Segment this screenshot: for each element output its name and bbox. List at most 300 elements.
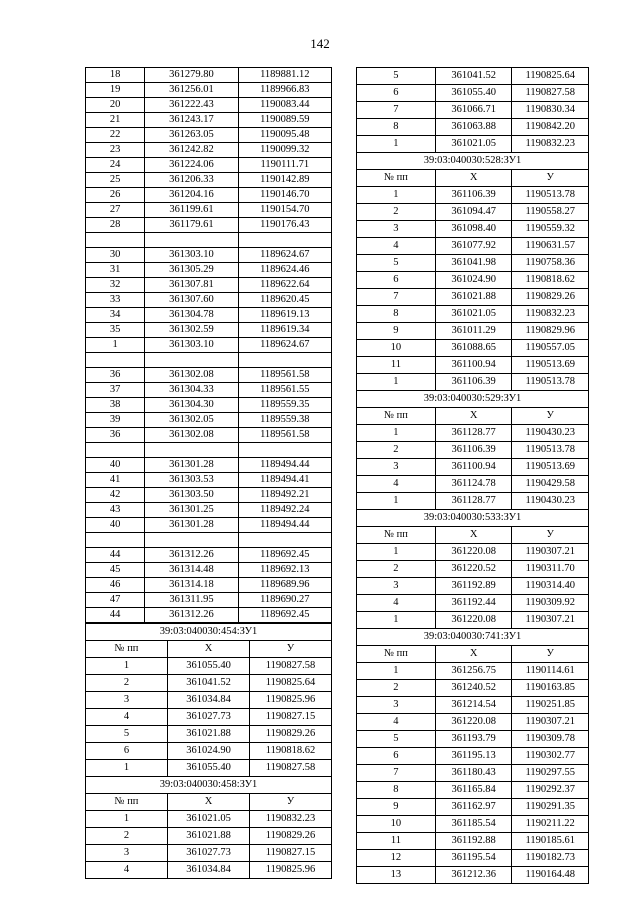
number-header: № пп (357, 408, 436, 425)
y-coordinate-cell: 1189620.45 (238, 293, 331, 308)
point-number-cell: 5 (357, 255, 436, 272)
y-coordinate-cell: 1190513.78 (512, 187, 589, 204)
point-number-cell: 23 (86, 143, 145, 158)
y-coordinate-cell: 1190291.35 (512, 799, 589, 816)
x-coordinate-cell: 361165.84 (435, 782, 512, 799)
y-coordinate-cell: 1189561.55 (238, 383, 331, 398)
table-row (357, 663, 589, 680)
table-row (357, 493, 589, 510)
y-header: У (512, 527, 589, 544)
x-coordinate-cell: 361307.60 (145, 293, 238, 308)
table-row (86, 143, 332, 158)
table-row (86, 98, 332, 113)
y-coordinate-cell: 1190825.96 (250, 692, 332, 709)
table-row (86, 413, 332, 428)
table-row (86, 845, 332, 862)
y-coordinate-cell: 1189492.21 (238, 488, 331, 503)
table-row (357, 561, 589, 578)
x-coordinate-cell: 361195.54 (435, 850, 512, 867)
x-coordinate-cell: 361304.30 (145, 398, 238, 413)
table-row (357, 204, 589, 221)
table-row (86, 533, 332, 548)
table-row (86, 173, 332, 188)
x-header: X (168, 794, 250, 811)
table-row (357, 459, 589, 476)
y-coordinate-cell: 1190089.59 (238, 113, 331, 128)
y-coordinate-cell: 1190827.15 (250, 845, 332, 862)
table-row (86, 368, 332, 383)
point-number-cell: 3 (86, 692, 168, 709)
table-header-row (357, 170, 589, 187)
x-coordinate-cell: 361021.88 (168, 726, 250, 743)
point-number-cell: 1 (86, 760, 168, 777)
table-row (86, 692, 332, 709)
number-header: № пп (357, 170, 436, 187)
point-number-cell: 9 (357, 323, 436, 340)
right-coordinates-column (356, 67, 589, 884)
y-coordinate-cell: 1190095.48 (238, 128, 331, 143)
table-row (86, 248, 332, 263)
x-coordinate-cell (145, 353, 238, 368)
table-row (86, 158, 332, 173)
y-coordinate-cell: 1190292.37 (512, 782, 589, 799)
y-coordinate-cell: 1190163.85 (512, 680, 589, 697)
point-number-cell: 21 (86, 113, 145, 128)
y-coordinate-cell: 1190251.85 (512, 697, 589, 714)
y-coordinate-cell: 1190154.70 (238, 203, 331, 218)
point-number-cell: 3 (86, 845, 168, 862)
y-header: У (512, 646, 589, 663)
x-coordinate-cell: 361212.36 (435, 867, 512, 884)
parcel-id-title: 39:03:040030:528:ЗУ1 (357, 153, 589, 170)
point-number-cell: 18 (86, 68, 145, 83)
point-number-cell: 10 (357, 340, 436, 357)
table-row (86, 68, 332, 83)
table-row (86, 398, 332, 413)
y-coordinate-cell: 1189692.45 (238, 548, 331, 563)
x-coordinate-cell: 361088.65 (435, 340, 512, 357)
x-coordinate-cell: 361305.29 (145, 263, 238, 278)
x-coordinate-cell: 361011.29 (435, 323, 512, 340)
table-row (357, 289, 589, 306)
point-number-cell: 1 (357, 374, 436, 391)
y-coordinate-cell: 1190311.70 (512, 561, 589, 578)
left-sections-table (85, 623, 332, 879)
x-coordinate-cell: 361024.90 (168, 743, 250, 760)
point-number-cell: 37 (86, 383, 145, 398)
point-number-cell: 3 (357, 697, 436, 714)
table-row (86, 675, 332, 692)
y-coordinate-cell: 1190164.48 (512, 867, 589, 884)
table-row (357, 578, 589, 595)
number-header: № пп (357, 527, 436, 544)
table-row (86, 308, 332, 323)
table-row (357, 187, 589, 204)
y-coordinate-cell: 1190825.64 (512, 68, 589, 85)
y-coordinate-cell: 1189692.13 (238, 563, 331, 578)
table-row (357, 833, 589, 850)
x-coordinate-cell: 361041.52 (168, 675, 250, 692)
point-number-cell: 33 (86, 293, 145, 308)
table-row (86, 278, 332, 293)
y-coordinate-cell: 1190176.43 (238, 218, 331, 233)
x-coordinate-cell: 361314.48 (145, 563, 238, 578)
y-coordinate-cell: 1190146.70 (238, 188, 331, 203)
point-number-cell: 35 (86, 323, 145, 338)
table-header-row (357, 527, 589, 544)
point-number-cell: 11 (357, 833, 436, 850)
y-coordinate-cell: 1189622.64 (238, 278, 331, 293)
x-coordinate-cell: 361304.78 (145, 308, 238, 323)
point-number-cell: 7 (357, 765, 436, 782)
y-coordinate-cell: 1189692.45 (238, 608, 331, 623)
table-row (86, 726, 332, 743)
x-coordinate-cell: 361220.08 (435, 612, 512, 629)
y-coordinate-cell: 1190818.62 (250, 743, 332, 760)
y-coordinate-cell: 1189492.24 (238, 503, 331, 518)
y-coordinate-cell: 1189561.58 (238, 428, 331, 443)
table-row (86, 608, 332, 623)
parcel-title-row (86, 777, 332, 794)
table-row (357, 816, 589, 833)
point-number-cell: 2 (86, 675, 168, 692)
table-row (357, 748, 589, 765)
y-coordinate-cell: 1190111.71 (238, 158, 331, 173)
table-row (86, 83, 332, 98)
point-number-cell: 7 (357, 289, 436, 306)
x-coordinate-cell: 361027.73 (168, 845, 250, 862)
parcel-title-row (357, 629, 589, 646)
x-coordinate-cell: 361021.88 (168, 828, 250, 845)
y-coordinate-cell: 1190818.62 (512, 272, 589, 289)
table-row (357, 323, 589, 340)
point-number-cell: 2 (86, 828, 168, 845)
point-number-cell: 5 (357, 731, 436, 748)
y-coordinate-cell: 1189559.35 (238, 398, 331, 413)
table-row (357, 136, 589, 153)
y-coordinate-cell: 1189494.44 (238, 518, 331, 533)
x-coordinate-cell: 361180.43 (435, 765, 512, 782)
table-row (357, 272, 589, 289)
point-number-cell: 4 (357, 238, 436, 255)
point-number-cell: 36 (86, 368, 145, 383)
y-coordinate-cell (238, 353, 331, 368)
table-header-row (357, 408, 589, 425)
y-header: У (512, 408, 589, 425)
y-coordinate-cell: 1190297.55 (512, 765, 589, 782)
y-coordinate-cell (238, 443, 331, 458)
table-row (357, 340, 589, 357)
point-number-cell: 39 (86, 413, 145, 428)
point-number-cell: 38 (86, 398, 145, 413)
point-number-cell: 30 (86, 248, 145, 263)
table-row (86, 593, 332, 608)
x-coordinate-cell: 361206.33 (145, 173, 238, 188)
number-header: № пп (86, 794, 168, 811)
y-coordinate-cell: 1189619.34 (238, 323, 331, 338)
point-number-cell: 8 (357, 306, 436, 323)
y-coordinate-cell: 1190830.34 (512, 102, 589, 119)
number-header: № пп (357, 646, 436, 663)
point-number-cell: 11 (357, 357, 436, 374)
table-row (86, 548, 332, 563)
table-row (357, 867, 589, 884)
y-coordinate-cell: 1190827.58 (250, 760, 332, 777)
point-number-cell: 47 (86, 593, 145, 608)
parcel-id-title: 39:03:040030:454:ЗУ1 (86, 624, 332, 641)
y-coordinate-cell: 1190307.21 (512, 714, 589, 731)
parcel-title-row (357, 391, 589, 408)
table-row (357, 306, 589, 323)
point-number-cell: 24 (86, 158, 145, 173)
point-number-cell (86, 353, 145, 368)
point-number-cell: 28 (86, 218, 145, 233)
parcel-id-title: 39:03:040030:529:ЗУ1 (357, 391, 589, 408)
right-coordinates-table (356, 67, 589, 884)
x-coordinate-cell: 361192.44 (435, 595, 512, 612)
x-coordinate-cell: 361055.40 (168, 760, 250, 777)
table-header-row (357, 646, 589, 663)
x-header: X (435, 527, 512, 544)
point-number-cell: 20 (86, 98, 145, 113)
point-number-cell: 44 (86, 548, 145, 563)
x-coordinate-cell: 361066.71 (435, 102, 512, 119)
left-continuation-table (85, 67, 332, 623)
point-number-cell: 4 (86, 709, 168, 726)
table-row (357, 68, 589, 85)
point-number-cell (86, 233, 145, 248)
y-coordinate-cell: 1190307.21 (512, 544, 589, 561)
table-row (86, 128, 332, 143)
table-row (86, 828, 332, 845)
y-coordinate-cell: 1190558.27 (512, 204, 589, 221)
y-coordinate-cell: 1190309.92 (512, 595, 589, 612)
table-row (86, 383, 332, 398)
y-coordinate-cell: 1190758.36 (512, 255, 589, 272)
table-row (357, 102, 589, 119)
point-number-cell: 1 (357, 663, 436, 680)
point-number-cell: 12 (357, 850, 436, 867)
point-number-cell: 3 (357, 221, 436, 238)
y-coordinate-cell: 1190142.89 (238, 173, 331, 188)
point-number-cell: 4 (357, 476, 436, 493)
table-row (357, 731, 589, 748)
point-number-cell: 44 (86, 608, 145, 623)
y-coordinate-cell: 1189690.27 (238, 593, 331, 608)
x-header: X (435, 408, 512, 425)
x-coordinate-cell: 361077.92 (435, 238, 512, 255)
table-row (86, 188, 332, 203)
y-coordinate-cell: 1190829.26 (512, 289, 589, 306)
x-coordinate-cell: 361162.97 (435, 799, 512, 816)
y-coordinate-cell: 1190314.40 (512, 578, 589, 595)
y-coordinate-cell: 1189881.12 (238, 68, 331, 83)
y-coordinate-cell (238, 533, 331, 548)
point-number-cell: 40 (86, 458, 145, 473)
y-coordinate-cell: 1189559.38 (238, 413, 331, 428)
y-coordinate-cell (238, 233, 331, 248)
x-coordinate-cell: 361204.16 (145, 188, 238, 203)
x-coordinate-cell: 361106.39 (435, 442, 512, 459)
x-coordinate-cell: 361312.26 (145, 608, 238, 623)
point-number-cell: 13 (357, 867, 436, 884)
point-number-cell: 34 (86, 308, 145, 323)
x-header: X (435, 170, 512, 187)
x-coordinate-cell: 361243.17 (145, 113, 238, 128)
point-number-cell: 4 (357, 595, 436, 612)
x-coordinate-cell: 361303.53 (145, 473, 238, 488)
table-row (357, 799, 589, 816)
table-row (86, 488, 332, 503)
x-coordinate-cell: 361021.05 (435, 306, 512, 323)
table-row (357, 238, 589, 255)
x-coordinate-cell: 361027.73 (168, 709, 250, 726)
point-number-cell: 3 (357, 578, 436, 595)
table-row (86, 503, 332, 518)
x-coordinate-cell: 361179.61 (145, 218, 238, 233)
y-coordinate-cell: 1190430.23 (512, 425, 589, 442)
y-coordinate-cell: 1189689.96 (238, 578, 331, 593)
point-number-cell: 3 (357, 459, 436, 476)
y-coordinate-cell: 1190829.26 (250, 828, 332, 845)
x-coordinate-cell (145, 443, 238, 458)
x-coordinate-cell: 361301.28 (145, 518, 238, 533)
point-number-cell: 8 (357, 119, 436, 136)
y-coordinate-cell: 1189494.44 (238, 458, 331, 473)
y-coordinate-cell: 1189561.58 (238, 368, 331, 383)
table-row (86, 458, 332, 473)
point-number-cell: 6 (357, 272, 436, 289)
point-number-cell: 5 (357, 68, 436, 85)
point-number-cell: 1 (357, 612, 436, 629)
x-coordinate-cell: 361128.77 (435, 425, 512, 442)
point-number-cell: 32 (86, 278, 145, 293)
x-coordinate-cell: 361311.95 (145, 593, 238, 608)
x-coordinate-cell: 361303.50 (145, 488, 238, 503)
x-coordinate-cell: 361220.08 (435, 544, 512, 561)
x-coordinate-cell: 361124.78 (435, 476, 512, 493)
y-coordinate-cell: 1190631.57 (512, 238, 589, 255)
y-coordinate-cell: 1190302.77 (512, 748, 589, 765)
y-coordinate-cell: 1189966.83 (238, 83, 331, 98)
y-coordinate-cell: 1190513.78 (512, 374, 589, 391)
x-coordinate-cell: 361193.79 (435, 731, 512, 748)
point-number-cell: 27 (86, 203, 145, 218)
x-coordinate-cell: 361256.01 (145, 83, 238, 98)
x-coordinate-cell: 361128.77 (435, 493, 512, 510)
table-row (357, 697, 589, 714)
point-number-cell: 6 (357, 748, 436, 765)
y-coordinate-cell: 1190513.78 (512, 442, 589, 459)
x-coordinate-cell: 361256.75 (435, 663, 512, 680)
y-coordinate-cell: 1190825.64 (250, 675, 332, 692)
x-coordinate-cell: 361021.05 (168, 811, 250, 828)
y-coordinate-cell: 1189619.13 (238, 308, 331, 323)
point-number-cell: 26 (86, 188, 145, 203)
y-coordinate-cell: 1189624.67 (238, 248, 331, 263)
point-number-cell (86, 443, 145, 458)
y-coordinate-cell: 1189624.67 (238, 338, 331, 353)
x-coordinate-cell: 361195.13 (435, 748, 512, 765)
point-number-cell: 1 (357, 493, 436, 510)
x-coordinate-cell: 361304.33 (145, 383, 238, 398)
y-coordinate-cell: 1190114.61 (512, 663, 589, 680)
x-coordinate-cell: 361302.05 (145, 413, 238, 428)
y-header: У (250, 794, 332, 811)
x-coordinate-cell: 361034.84 (168, 862, 250, 879)
point-number-cell: 43 (86, 503, 145, 518)
table-row (357, 255, 589, 272)
y-coordinate-cell: 1190832.23 (512, 306, 589, 323)
point-number-cell: 2 (357, 442, 436, 459)
y-coordinate-cell: 1190827.15 (250, 709, 332, 726)
point-number-cell: 31 (86, 263, 145, 278)
table-row (86, 473, 332, 488)
table-row (86, 353, 332, 368)
x-coordinate-cell: 361055.40 (168, 658, 250, 675)
x-coordinate-cell: 361302.08 (145, 368, 238, 383)
x-coordinate-cell (145, 233, 238, 248)
table-row (357, 221, 589, 238)
point-number-cell: 1 (86, 811, 168, 828)
x-coordinate-cell: 361100.94 (435, 357, 512, 374)
table-row (357, 765, 589, 782)
table-row (357, 425, 589, 442)
point-number-cell: 7 (357, 102, 436, 119)
point-number-cell: 4 (86, 862, 168, 879)
y-coordinate-cell: 1190211.22 (512, 816, 589, 833)
y-coordinate-cell: 1190182.73 (512, 850, 589, 867)
x-coordinate-cell: 361041.52 (435, 68, 512, 85)
point-number-cell: 6 (357, 85, 436, 102)
x-coordinate-cell: 361222.43 (145, 98, 238, 113)
page-number: 142 (310, 36, 330, 51)
table-row (86, 323, 332, 338)
x-coordinate-cell: 361242.82 (145, 143, 238, 158)
x-coordinate-cell: 361063.88 (435, 119, 512, 136)
x-coordinate-cell: 361106.39 (435, 374, 512, 391)
table-row (357, 544, 589, 561)
table-row (357, 595, 589, 612)
table-row (357, 85, 589, 102)
parcel-title-row (357, 510, 589, 527)
parcel-id-title: 39:03:040030:458:ЗУ1 (86, 777, 332, 794)
x-coordinate-cell: 361021.05 (435, 136, 512, 153)
y-coordinate-cell: 1190559.32 (512, 221, 589, 238)
point-number-cell: 6 (86, 743, 168, 760)
y-coordinate-cell: 1190827.58 (250, 658, 332, 675)
point-number-cell: 1 (86, 338, 145, 353)
table-row (357, 442, 589, 459)
point-number-cell: 1 (86, 658, 168, 675)
table-row (86, 658, 332, 675)
point-number-cell: 2 (357, 680, 436, 697)
table-row (357, 612, 589, 629)
parcel-id-title: 39:03:040030:533:ЗУ1 (357, 510, 589, 527)
x-coordinate-cell: 361098.40 (435, 221, 512, 238)
x-coordinate-cell: 361041.98 (435, 255, 512, 272)
y-coordinate-cell: 1189624.46 (238, 263, 331, 278)
x-coordinate-cell: 361214.54 (435, 697, 512, 714)
point-number-cell: 8 (357, 782, 436, 799)
point-number-cell: 1 (357, 425, 436, 442)
table-row (86, 811, 332, 828)
x-coordinate-cell: 361220.08 (435, 714, 512, 731)
x-header: X (435, 646, 512, 663)
point-number-cell: 9 (357, 799, 436, 816)
x-coordinate-cell: 361302.59 (145, 323, 238, 338)
x-coordinate-cell: 361199.61 (145, 203, 238, 218)
